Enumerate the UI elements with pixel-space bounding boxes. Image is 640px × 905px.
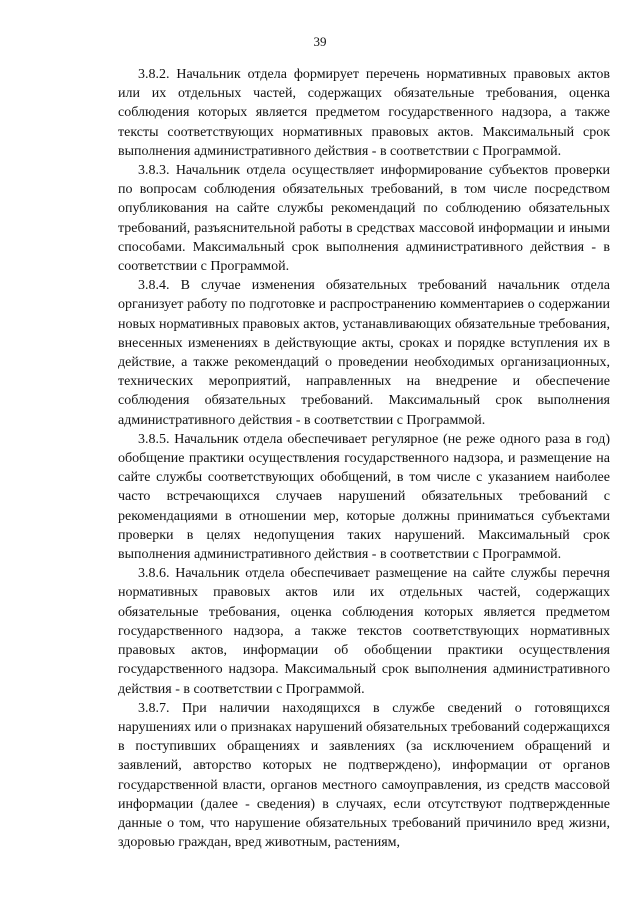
paragraph-3-8-4: 3.8.4. В случае изменения обязательных требований начальник отдела организует работу по подготовке и распространению комментариев о содержании новых нормативных правовых актов, устанавливающих обязательные требования, внесенных изменениях в действующие акты, сроках и порядке вступления их в действие, а также рекомендаций о проведении необходимых организационных, технических мероприятий, направленных на внедрение и обеспечение соблюдения обязательных требований. Максимальный срок выполнения административного действия - в соответствии с Программой. [118, 278, 610, 428]
paragraph-3-8-6: 3.8.6. Начальник отдела обеспечивает размещение на сайте службы перечня нормативных правовых актов или их отдельных частей, содержащих обязательные требования, оценка соблюдения которых является предметом государственного надзора, а также текстов соответствующих нормативных правовых актов, информации об обобщении практики осуществления государственного надзора. Максимальный срок выполнения административного действия - в соответствии с Программой. [118, 566, 610, 697]
paragraph-3-8-5: 3.8.5. Начальник отдела обеспечивает регулярное (не реже одного раза в год) обобщение практики осуществления государственного надзора, и размещение на сайте службы соответствующих обобщений, в том числе с указанием наиболее часто встречающихся случаев нарушений обязательных требований с рекомендациями в отношении мер, которые должны приниматься субъектами проверки в целях недопущения таких нарушений. Максимальный срок выполнения административного действия - в соответствии с Программой. [118, 431, 610, 563]
document-body [118, 65, 610, 852]
paragraph-3-8-2: 3.8.2. Начальник отдела формирует перечень нормативных правовых актов или их отдельных частей, содержащих обязательные требования, оценка соблюдения которых является предметом государственного надзора, а также тексты соответствующих нормативных правовых актов. Максимальный срок выполнения административного действия - в соответствии с Программой. [118, 67, 610, 159]
paragraph-3-8-3: 3.8.3. Начальник отдела осуществляет информирование субъектов проверки по вопросам соблюдения обязательных требований, в том числе посредством опубликования на сайте службы рекомендаций по соблюдению обязательных требований, разъяснительной работы в средствах массовой информации и иными способами. Максимальный срок выполнения административного действия - в соответствии с Программой. [118, 163, 610, 275]
paragraph-3-8-7: 3.8.7. При наличии находящихся в службе сведений о готовящихся нарушениях или о признаках нарушений обязательных требований содержащихся в поступивших обращениях и заявлениях (за исключением обращений и заявлений, авторство которых не подтверждено), информации от органов государственной власти, органов местного самоуправления, из средств массовой информации (далее - сведения) в случаях, если отсутствуют подтвержденные данные о том, что нарушение обязательных требований причинило вред жизни, здоровью граждан, вред животным, растениям, [118, 700, 610, 851]
page-number: 39 [313, 34, 327, 49]
